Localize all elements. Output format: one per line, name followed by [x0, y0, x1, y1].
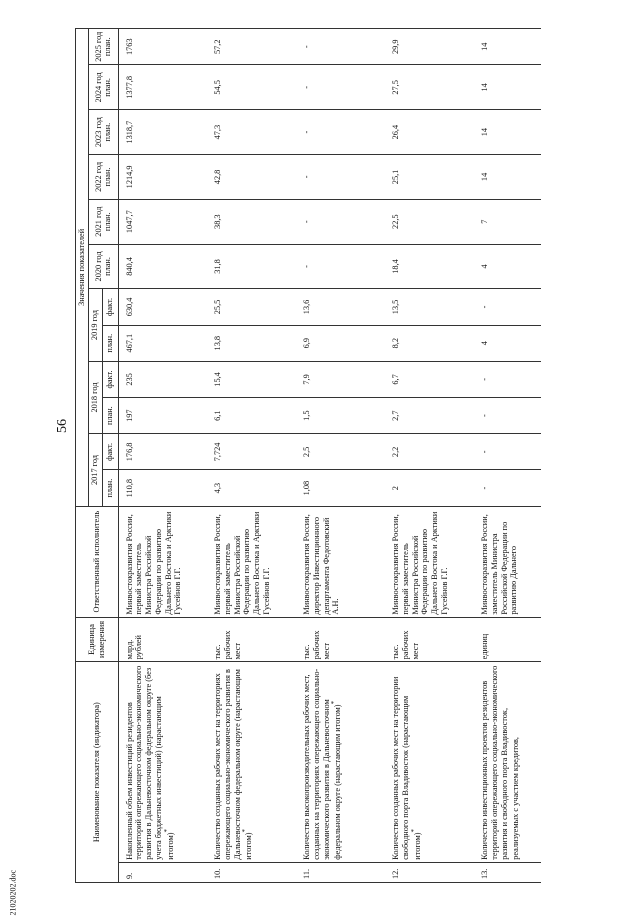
value-cell: 42,8 [207, 155, 296, 200]
value-cell: 26,4 [385, 110, 474, 155]
row-number: 9. [118, 862, 207, 882]
value-cell: 13,8 [207, 325, 296, 361]
file-name: 21020202.doc [8, 869, 18, 916]
value-cell: 110,8 [118, 470, 207, 506]
value-cell: 15,4 [207, 361, 296, 397]
responsible-cell: Минвостокразвития России, первый заместитель Министра Российской Федерации по развитию Дальнего Востока и Арктики Гусейнов Г.Г. [385, 506, 474, 617]
value-cell: 6,1 [207, 398, 296, 434]
table-row [118, 29, 207, 883]
col-name-header: Наименование показателя (индикатора) [76, 662, 119, 883]
footnote-mark: * [242, 828, 250, 833]
value-cell: 27,5 [385, 65, 474, 110]
responsible-cell: Минвостокразвития России, первый заместитель Министра Российской Федерации по развитию Дальнего Востока и Арктики Гусейнов Г.Г. [118, 506, 207, 617]
value-cell: 14 [474, 155, 541, 200]
unit-cell: тыс. рабочих мест [207, 617, 296, 662]
value-cell: - [474, 470, 541, 506]
value-cell: - [474, 434, 541, 470]
indicator-name: Количество созданных рабочих мест на территориях опережающего социально-экономического развития в Дальневосточном федеральном округе (нарастающим итогом)* [207, 662, 296, 862]
value-cell: 7,9 [296, 361, 385, 397]
indicator-name: Количество высокопроизводительных рабочих мест, созданных на территориях опережающего социально-экономического развития в Дальневосточном федеральном округе (нарастающим итогом)* [296, 662, 385, 862]
value-cell: 2,2 [385, 434, 474, 470]
year-2022-header: 2022 год план. [88, 155, 118, 200]
value-cell: 14 [474, 29, 541, 66]
value-cell: - [296, 110, 385, 155]
value-cell: 2 [385, 470, 474, 506]
unit-cell: млрд. рублей [118, 617, 207, 662]
value-cell: - [296, 244, 385, 289]
year-2017-header: 2017 год [88, 434, 102, 506]
value-cell: 2,5 [296, 434, 385, 470]
year-2025-header: 2025 год план. [88, 29, 118, 66]
value-cell: 29,9 [385, 29, 474, 66]
unit-cell: тыс. рабочих мест [296, 617, 385, 662]
responsible-cell: Минвостокразвития России, первый заместитель Министра Российской Федерации по развитию Дальнего Востока и Арктики Гусейнов Г.Г. [207, 506, 296, 617]
page-number: 56 [55, 419, 70, 433]
value-cell: - [474, 361, 541, 397]
footnote-mark: * [163, 828, 171, 833]
value-cell: - [296, 155, 385, 200]
year-2019-header: 2019 год [88, 289, 102, 361]
indicator-name: Накопленный объем инвестиций резидентов территорий опережающего социально-экономического развития в Дальневосточном федеральном округе (без учета бюджетных инвестиций) (нарастающим итогом)* [118, 662, 207, 862]
value-cell: 235 [118, 361, 207, 397]
value-cell: - [474, 289, 541, 325]
value-cell: 1763 [118, 29, 207, 66]
value-cell: 7,724 [207, 434, 296, 470]
unit-cell: тыс. рабочих мест [385, 617, 474, 662]
value-cell: 4,3 [207, 470, 296, 506]
value-cell: 7 [474, 199, 541, 244]
value-cell: - [296, 29, 385, 66]
year-2020-header: 2020 год план. [88, 244, 118, 289]
value-cell: 25,5 [207, 289, 296, 325]
values-group-header: Значения показателей [76, 29, 89, 507]
value-cell: - [474, 398, 541, 434]
value-cell: 6,9 [296, 325, 385, 361]
value-cell: 47,3 [207, 110, 296, 155]
fact-2017-header: факт. [102, 434, 118, 470]
year-2024-header: 2024 год план. [88, 65, 118, 110]
value-cell: - [296, 65, 385, 110]
value-cell: 18,4 [385, 244, 474, 289]
value-cell: 1318,7 [118, 110, 207, 155]
unit-cell: единиц [474, 617, 541, 662]
row-number: 13. [474, 862, 541, 882]
footnote-mark: * [410, 828, 418, 833]
fact-2018-header: факт. [102, 361, 118, 397]
value-cell: - [296, 199, 385, 244]
value-cell: 22,5 [385, 199, 474, 244]
table-row [385, 29, 474, 883]
row-number: 11. [296, 862, 385, 882]
value-cell: 176,8 [118, 434, 207, 470]
value-cell: 2,7 [385, 398, 474, 434]
footnote-mark: * [331, 700, 339, 705]
value-cell: 1,08 [296, 470, 385, 506]
indicators-table-rotated [75, 28, 576, 883]
row-number: 12. [385, 862, 474, 882]
value-cell: 4 [474, 244, 541, 289]
value-cell: 54,5 [207, 65, 296, 110]
table-row [207, 29, 296, 883]
value-cell: 840,4 [118, 244, 207, 289]
col-unit-header: Единица измерения [76, 617, 119, 662]
table-row [296, 29, 385, 883]
fact-2019-header: факт. [102, 289, 118, 325]
responsible-cell: Минвостокразвития России, директор Инвестиционного департамента Федотовский А.Н. [296, 506, 385, 617]
value-cell: 467,1 [118, 325, 207, 361]
value-cell: 630,4 [118, 289, 207, 325]
value-cell: 1047,7 [118, 199, 207, 244]
plan-2019-header: план. [102, 325, 118, 361]
plan-2018-header: план. [102, 398, 118, 434]
value-cell: 14 [474, 65, 541, 110]
value-cell: 14 [474, 110, 541, 155]
value-cell: 31,8 [207, 244, 296, 289]
responsible-cell [474, 506, 541, 617]
table-row [474, 29, 541, 883]
indicator-name: Количество инвестиционных проектов резидентов территорий опережающего социально-экономического развития и свободного порта Владивосток, реализуемых с участием кредитов, [474, 662, 541, 862]
responsible-text: Минвостокразвития России, заместитель Министра Российской Федерации по развитию Дальнего [480, 514, 519, 615]
value-cell: 57,2 [207, 29, 296, 66]
value-cell: 1,5 [296, 398, 385, 434]
indicator-name: Количество созданных рабочих мест на территории свободного порта Владивосток (нарастающим итогом)* [385, 662, 474, 862]
value-cell: 1214,9 [118, 155, 207, 200]
year-2021-header: 2021 год план. [88, 199, 118, 244]
indicators-table [75, 28, 541, 883]
year-2018-header: 2018 год [88, 361, 102, 433]
value-cell: 13,6 [296, 289, 385, 325]
value-cell: 6,7 [385, 361, 474, 397]
row-number: 10. [207, 862, 296, 882]
value-cell: 8,2 [385, 325, 474, 361]
value-cell: 38,3 [207, 199, 296, 244]
value-cell: 13,5 [385, 289, 474, 325]
value-cell: 197 [118, 398, 207, 434]
col-resp-header: Ответственный исполнитель [76, 506, 119, 617]
value-cell: 4 [474, 325, 541, 361]
plan-2017-header: план. [102, 470, 118, 506]
year-2023-header: 2023 год план. [88, 110, 118, 155]
value-cell: 25,1 [385, 155, 474, 200]
value-cell: 1377,8 [118, 65, 207, 110]
